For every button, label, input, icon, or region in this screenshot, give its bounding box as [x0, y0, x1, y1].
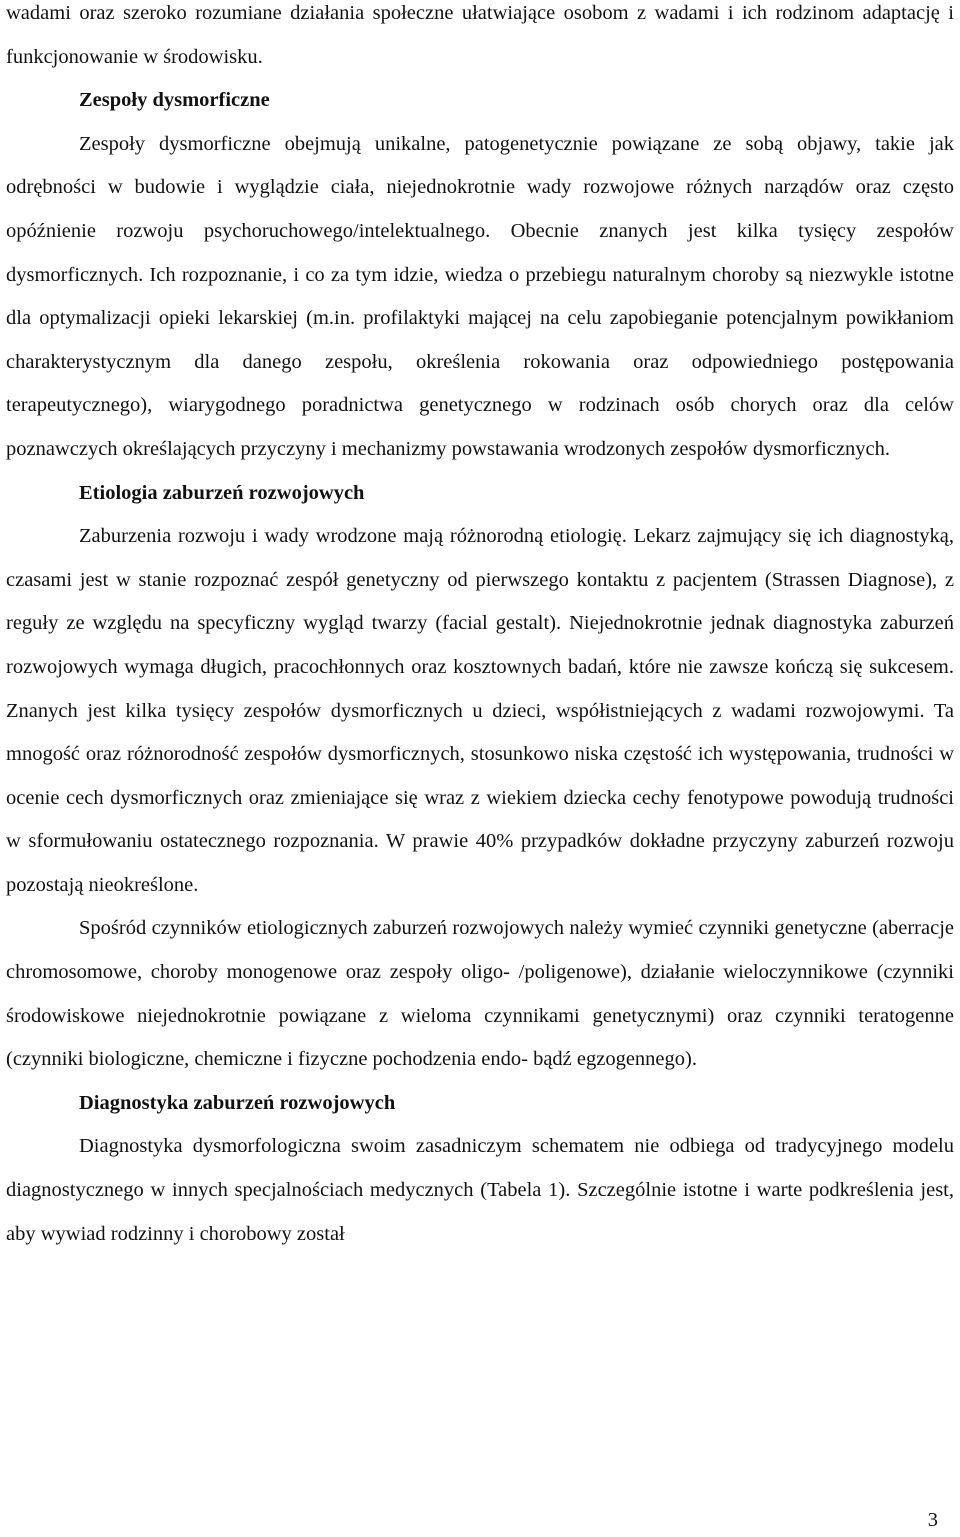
paragraph-etiology: Zaburzenia rozwoju i wady wrodzone mają różnorodną etiologię. Lekarz zajmujący się ich diagnostyką, czasami jest w stanie rozpoznać zespół genetyczny od pierwszego kontaktu z pacjentem (Strassen Diagnose), z reguły ze względu na specyficzny wygląd twarzy (facial gestalt). Niejednokrotnie jednak diagnostyka zaburzeń rozwojowych wymaga długich, pracochłonnych oraz kosztownych badań, które nie zawsze kończą się sukcesem. Znanych jest kilka tysięcy zespołów dysmorficznych u dzieci, współistniejących z wadami rozwojowymi. Ta mnogość oraz różnorodność zespołów dysmorficznych, stosunkowo niska częstość ich występowania, trudności w ocenie cech dysmorficznych oraz zmieniające się wraz z wiekiem dziecka cechy fenotypowe powodują trudności w sformułowaniu ostatecznego rozpoznania. W prawie 40% przypadków dokładne przyczyny zaburzeń rozwoju pozostają nieokreślone. [6, 525, 954, 896]
paragraph-diagnostics: Diagnostyka dysmorfologiczna swoim zasadniczym schematem nie odbiega od tradycyjnego modelu diagnostycznego w innych specjalnościach medycznych (Tabela 1). Szczególnie istotne i warte podkreślenia jest, aby wywiad rodzinny i chorobowy został [6, 1135, 954, 1245]
heading-dysmorphic-syndromes: Zespoły dysmorficzne [79, 89, 270, 112]
paragraph-dysmorphic-syndromes: Zespoły dysmorficzne obejmują unikalne, patogenetycznie powiązane ze sobą objawy, takie jak odrębności w budowie i wyglądzie ciała, niejednokrotnie wady rozwojowe różnych narządów oraz często opóźnienie rozwoju psychoruchowego/intelektualnego. Obecnie znanych jest kilka tysięcy zespołów dysmorficznych. Ich rozpoznanie, i co za tym idzie, wiedza o przebiegu naturalnym choroby są niezwykle istotne dla optymalizacji opieki lekarskiej (m.in. profilaktyki mającej na celu zapobieganie potencjalnym powikłaniom charakterystycznym dla danego zespołu, określenia rokowania oraz odpowiedniego postępowania terapeutycznego), wiarygodnego poradnictwa genetycznego w rodzinach osób chorych oraz dla celów poznawczych określających przyczyny i mechanizmy powstawania wrodzonych zespołów dysmorficznych. [6, 132, 954, 460]
document-page [6, 0, 954, 1256]
paragraph-continued: wadami oraz szeroko rozumiane działania społeczne ułatwiające osobom z wadami i ich rodzinom adaptację i funkcjonowanie w środowisku. [6, 2, 954, 68]
page-number: 3 [927, 1509, 938, 1531]
paragraph-etiological-factors: Spośród czynników etiologicznych zaburzeń rozwojowych należy wymieć czynniki genetyczne (aberracje chromosomowe, choroby monogenowe oraz zespoły oligo- /poligenowe), działanie wieloczynnikowe (czynniki środowiskowe niejednokrotnie powiązane z wieloma czynnikami genetycznymi) oraz czynniki teratogenne (czynniki biologiczne, chemiczne i fizyczne pochodzenia endo- bądź egzogennego). [6, 917, 954, 1071]
heading-diagnostics: Diagnostyka zaburzeń rozwojowych [79, 1091, 396, 1114]
heading-etiology: Etiologia zaburzeń rozwojowych [79, 481, 365, 504]
